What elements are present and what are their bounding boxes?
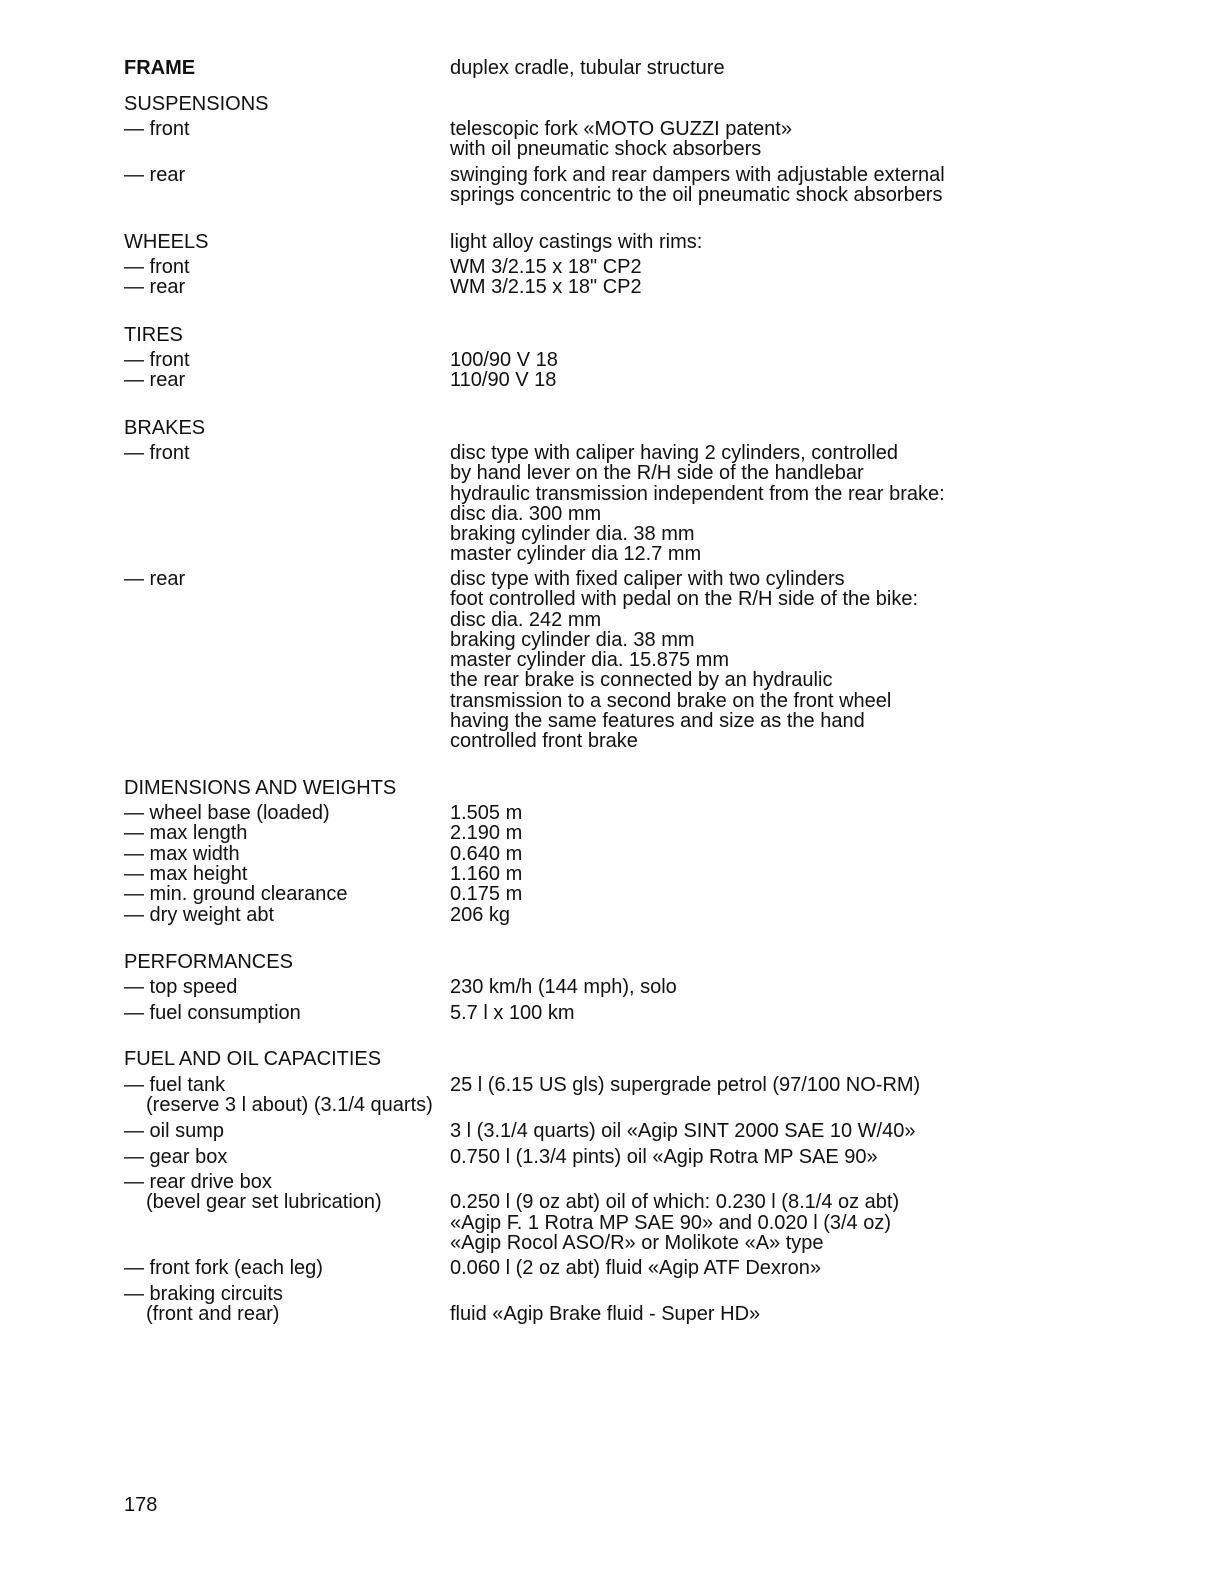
- spec-line: telescopic fork «MOTO GUZZI patent»: [450, 118, 792, 140]
- wheels-value: light alloy castings with rims:: [450, 231, 703, 253]
- dimensions-value: 1.505 m: [450, 802, 523, 824]
- spec-line: by hand lever on the R/H side of the handlebar: [450, 462, 864, 485]
- fuel-consumption-value: 5.7 l x 100 km: [450, 1002, 575, 1024]
- dimensions-label: — min. ground clearance: [124, 883, 348, 906]
- suspensions-front-value: [450, 119, 1010, 160]
- spec-line: — rear drive box: [124, 1171, 272, 1193]
- spec-line: master cylinder dia. 15.875 mm: [450, 649, 730, 672]
- spec-line: — fuel tank: [124, 1074, 226, 1096]
- spec-line: braking cylinder dia. 38 mm: [450, 523, 695, 546]
- fuel-consumption-label: — fuel consumption: [124, 1002, 301, 1024]
- fuel-tank-value: 25 l (6.15 US gls) supergrade petrol (97/100 NO-RM): [450, 1074, 921, 1096]
- braking-circuits-value: fluid «Agip Brake fluid - Super HD»: [450, 1303, 761, 1326]
- spec-line: disc type with caliper having 2 cylinders, controlled: [450, 442, 898, 464]
- tires-rear-label: — rear: [124, 369, 186, 391]
- brakes-rear-value: [450, 569, 1010, 752]
- dimensions-label: — wheel base (loaded): [124, 802, 330, 824]
- dimensions-value: 2.190 m: [450, 822, 523, 845]
- dimensions-heading: DIMENSIONS AND WEIGHTS: [124, 777, 397, 799]
- oil-sump-value: 3 l (3.1/4 quarts) oil «Agip SINT 2000 SAE 10 W/40»: [450, 1120, 916, 1142]
- tires-rear-value: 110/90 V 18: [450, 369, 557, 391]
- spec-line: (reserve 3 l about) (3.1/4 quarts): [146, 1094, 433, 1117]
- spec-line: foot controlled with pedal on the R/H side of the bike:: [450, 588, 919, 611]
- spec-line: master cylinder dia 12.7 mm: [450, 543, 702, 566]
- capacities-heading: FUEL AND OIL CAPACITIES: [124, 1048, 382, 1070]
- suspensions-rear-label: — rear: [124, 164, 186, 186]
- front-fork-value: 0.060 l (2 oz abt) fluid «Agip ATF Dexron»: [450, 1257, 821, 1279]
- suspensions-heading: SUSPENSIONS: [124, 93, 269, 115]
- frame-value: duplex cradle, tubular structure: [450, 57, 725, 79]
- rear-drive-value: [450, 1192, 1010, 1253]
- wheels-front-label: — front: [124, 256, 190, 278]
- tires-heading: TIRES: [124, 324, 183, 346]
- tires-front-value: 100/90 V 18: [450, 349, 558, 371]
- dimensions-label: — max height: [124, 862, 248, 885]
- wheels-rear-value: WM 3/2.15 x 18" CP2: [450, 276, 642, 298]
- rear-drive-label: [124, 1172, 382, 1213]
- dimensions-value: 206 kg: [450, 903, 511, 926]
- spec-line: swinging fork and rear dampers with adjustable external: [450, 164, 945, 186]
- dimensions-value: 0.640 m: [450, 842, 523, 865]
- tires-front-label: — front: [124, 349, 190, 371]
- brakes-heading: BRAKES: [124, 417, 206, 439]
- spec-line: disc type with fixed caliper with two cylinders: [450, 568, 845, 590]
- spec-line: the rear brake is connected by an hydraulic: [450, 669, 833, 692]
- front-fork-label: — front fork (each leg): [124, 1257, 323, 1279]
- spec-line: with oil pneumatic shock absorbers: [450, 138, 762, 161]
- spec-line: controlled front brake: [450, 730, 638, 753]
- frame-heading: FRAME: [124, 57, 196, 79]
- spec-line: 0.250 l (9 oz abt) oil of which: 0.230 l (8.1/4 oz abt): [450, 1191, 900, 1214]
- oil-sump-label: — oil sump: [124, 1120, 225, 1142]
- braking-circuits-label: [124, 1284, 283, 1325]
- dimensions-label: — max width: [124, 842, 240, 865]
- dimensions-value: 1.160 m: [450, 862, 523, 885]
- wheels-front-value: WM 3/2.15 x 18" CP2: [450, 256, 642, 278]
- top-speed-value: 230 km/h (144 mph), solo: [450, 976, 677, 998]
- gear-box-label: — gear box: [124, 1146, 228, 1168]
- spec-line: braking cylinder dia. 38 mm: [450, 628, 695, 651]
- dimensions-label: — max length: [124, 822, 248, 845]
- dimensions-value: 0.175 m: [450, 883, 523, 906]
- spec-line: (front and rear): [146, 1303, 280, 1326]
- wheels-heading: WHEELS: [124, 231, 209, 253]
- top-speed-label: — top speed: [124, 976, 238, 998]
- dimensions-label: — dry weight abt: [124, 903, 275, 926]
- spec-line: having the same features and size as the hand: [450, 710, 865, 733]
- spec-line: transmission to a second brake on the front wheel: [450, 689, 892, 712]
- spec-line: disc dia. 242 mm: [450, 608, 602, 631]
- performances-heading: PERFORMANCES: [124, 951, 293, 973]
- spec-line: — braking circuits: [124, 1283, 283, 1305]
- spec-line: «Agip Rocol ASO/R» or Molikote «A» type: [450, 1231, 824, 1254]
- brakes-front-value: [450, 443, 1010, 565]
- brakes-front-label: — front: [124, 442, 190, 464]
- spec-line: disc dia. 300 mm: [450, 502, 602, 525]
- suspensions-rear-value: [450, 165, 1010, 206]
- spec-line: springs concentric to the oil pneumatic shock absorbers: [450, 184, 943, 207]
- page-number: 178: [124, 1494, 158, 1516]
- suspensions-front-label: — front: [124, 118, 190, 140]
- spec-line: (bevel gear set lubrication): [146, 1191, 382, 1214]
- spec-line: hydraulic transmission independent from the rear brake:: [450, 482, 945, 505]
- gear-box-value: 0.750 l (1.3/4 pints) oil «Agip Rotra MP SAE 90»: [450, 1146, 878, 1168]
- wheels-rear-label: — rear: [124, 276, 186, 298]
- brakes-rear-label: — rear: [124, 568, 186, 590]
- spec-line: «Agip F. 1 Rotra MP SAE 90» and 0.020 l (3/4 oz): [450, 1211, 891, 1234]
- fuel-tank-label: [124, 1075, 433, 1116]
